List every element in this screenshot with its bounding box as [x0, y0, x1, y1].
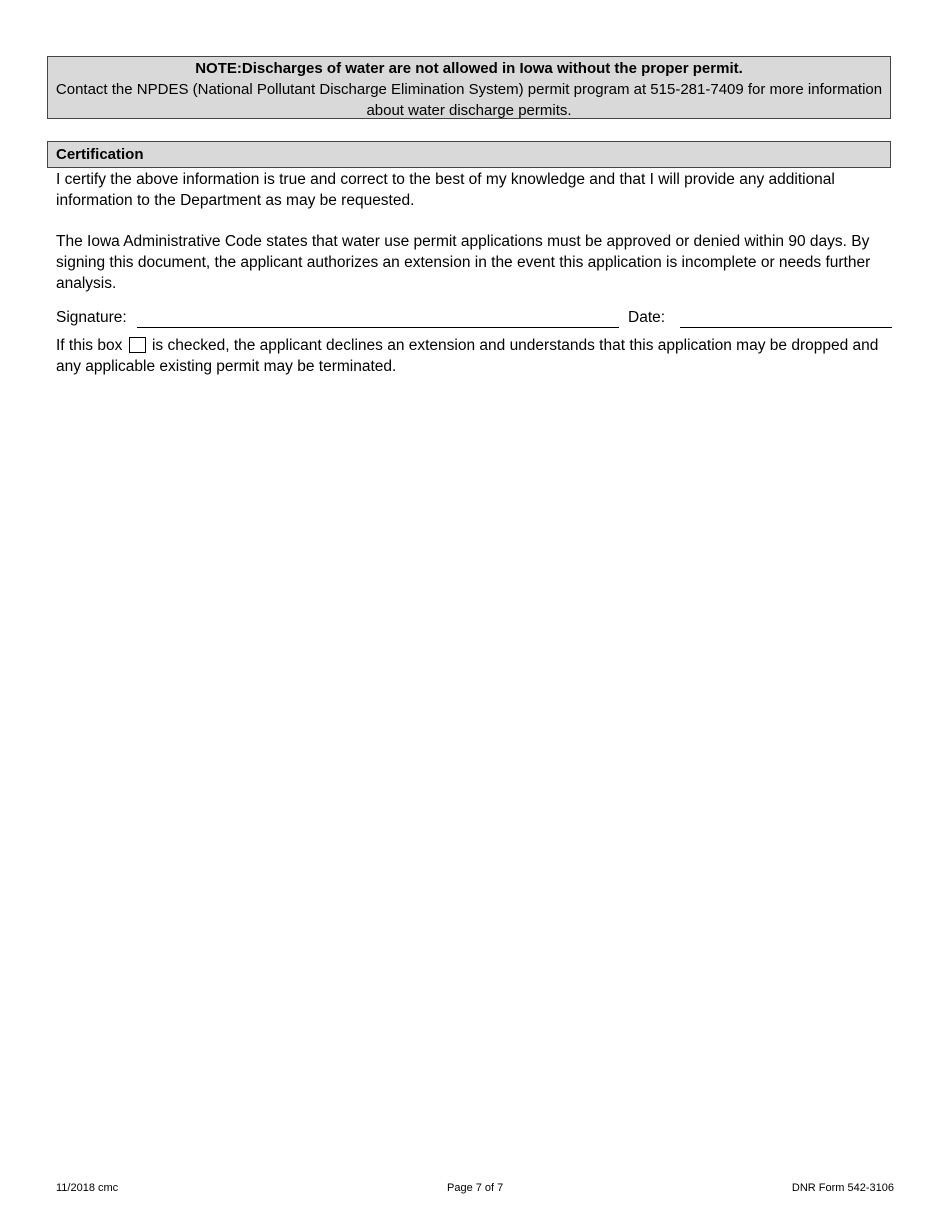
- note-box: [47, 56, 891, 119]
- note-text: Contact the NPDES (National Pollutant Discharge Elimination System) permit program at 515-281-7409 for more information about water discharge permits.: [55, 81, 883, 119]
- decline-extension-checkbox[interactable]: [129, 337, 146, 353]
- footer-form-number: DNR Form 542-3106: [791, 1182, 894, 1194]
- signature-label: Signature:: [56, 309, 127, 326]
- date-label: Date:: [628, 309, 666, 326]
- certification-header: Certification: [47, 141, 891, 168]
- certification-paragraph-2: The Iowa Administrative Code states that water use permit applications must be approved or denied within 90 days. By signing this document, the applicant authorizes an extension in the event this application is incomplete or needs further analysis.: [56, 233, 871, 292]
- note-title: NOTE:Discharges of water are not allowed in Iowa without the proper permit.: [195, 60, 743, 77]
- checkbox-prefix-text: If this box: [56, 337, 123, 354]
- certification-paragraph-1: I certify the above information is true and correct to the best of my knowledge and that I will provide any additional information to the Department as may be requested.: [56, 171, 835, 209]
- footer-date-code: 11/2018 cmc: [56, 1182, 119, 1194]
- checkbox-suffix-text: is checked, the applicant declines an extension and understands that this application may be dropped and any applicable existing permit may be terminated.: [56, 337, 879, 375]
- footer-page-number: Page 7 of 7: [447, 1182, 504, 1194]
- signature-field[interactable]: [137, 327, 619, 328]
- date-field[interactable]: [680, 327, 892, 328]
- extension-decline-statement: [56, 335, 888, 377]
- signature-row: [56, 307, 892, 329]
